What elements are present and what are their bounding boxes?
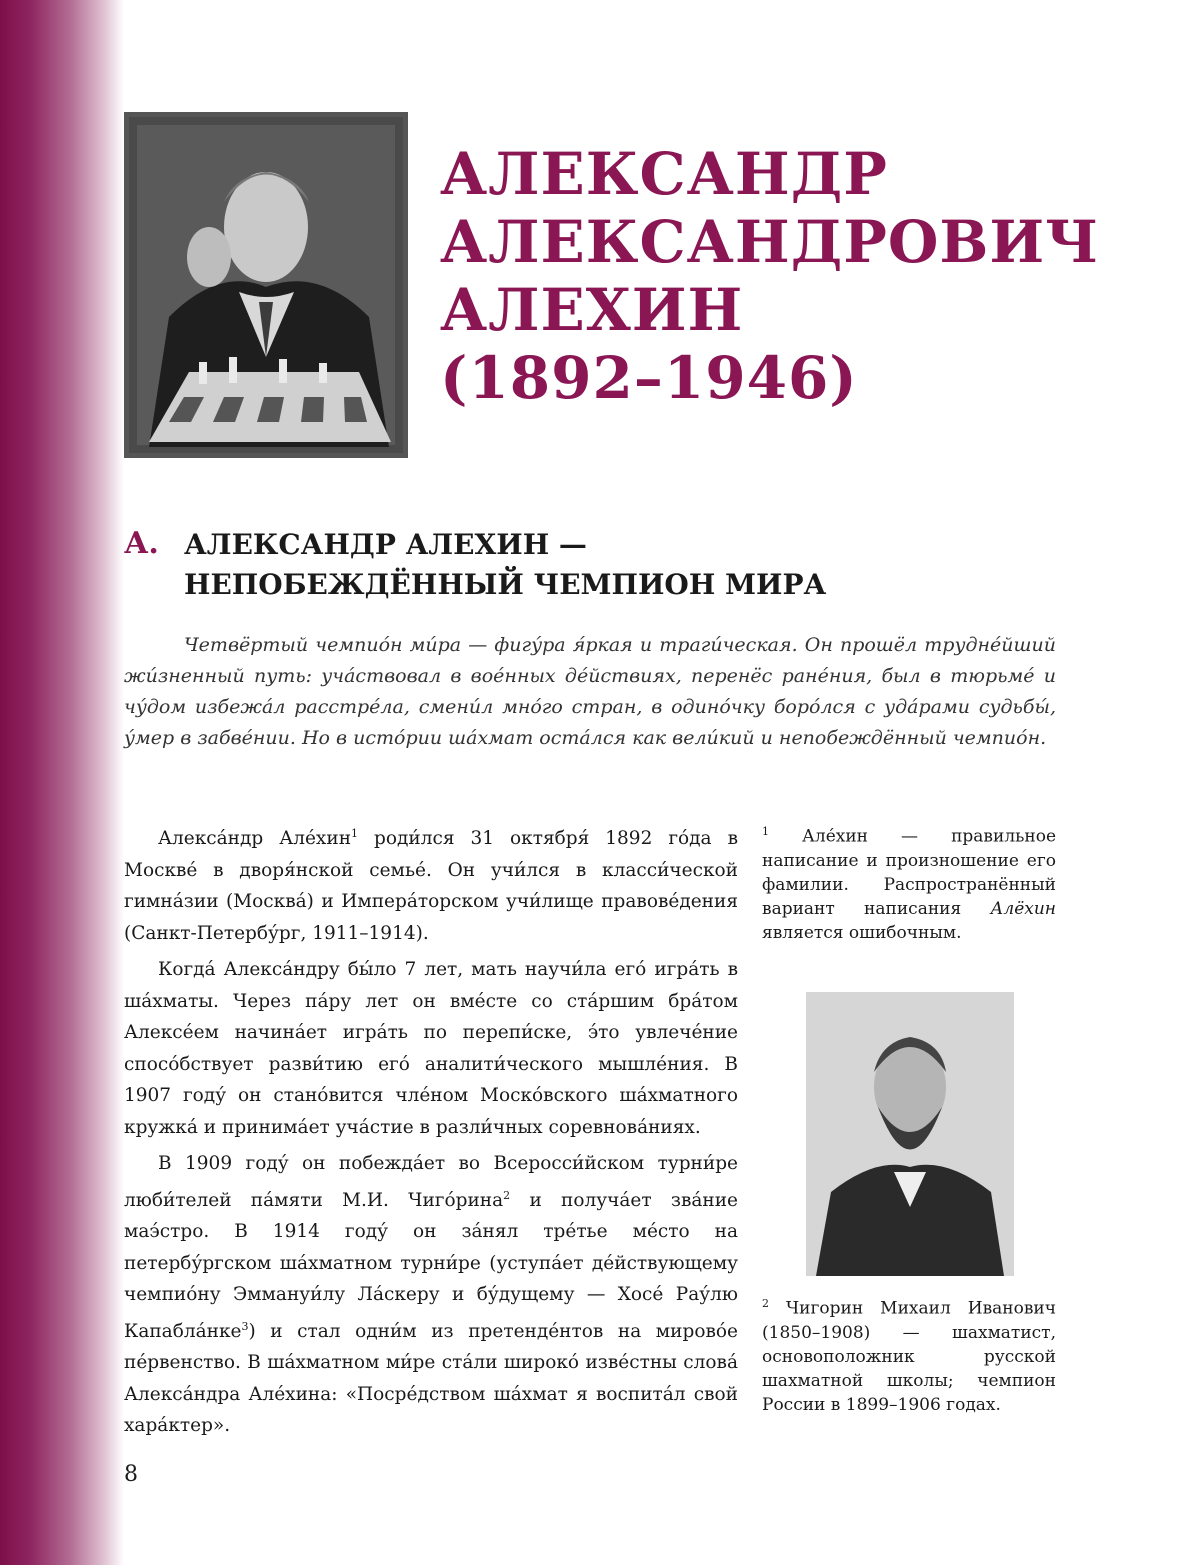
body-p1-start: Алекса́ндр Але́хин — [158, 828, 352, 850]
footnote-2-text: Чигорин Михаил Иванович (1850–1908) — шахматист, основоположник русской шахматной школы; чемпион России в 1899–1906 годах. — [762, 1298, 1056, 1415]
footnote-2 — [762, 1292, 1056, 1417]
side-color-band — [0, 0, 124, 1565]
body-p3-start: В 1909 году́ он побежда́ет во Всеросси́йском турни́ре люби́телей па́мяти М.И. Чиго́рина — [124, 1153, 738, 1211]
footnote-ref-2: 2 — [503, 1188, 511, 1202]
footnote-ref-1: 1 — [351, 827, 359, 840]
body-paragraph-2: Когда́ Алекса́ндру бы́ло 7 лет, мать научи́ла его́ игра́ть в ша́хматы. Через па́ру лет он вме́сте со ста́ршим бра́том Алексе́ем начина́ет игра́ть по перепи́ске, э́то увлече́ние спосо́бствует разви́тию его́ аналити́ческого мышле́ния. В 1907 году́ он стано́вится чле́ном Моско́вского ша́хматного кружка́ и принима́ет уча́стие в разли́чных соревнова́ниях. — [124, 959, 738, 1138]
alekhine-portrait-image — [124, 112, 408, 458]
body-p3-end: ) и стал одни́м из претенде́нтов на мирово́е пе́рвенство. В ша́хматном ми́ре ста́ли широко́ изве́стны слова́ Алекса́ндра Але́хина: «Посре́дством ша́хмат я воспита́л свой хара́ктер». — [124, 1320, 738, 1437]
footnote-1-text-a: Але́хин — правильное написание и произношение его фамилии. Распространённый вариант написания — [762, 826, 1056, 919]
title-line-4: (1892–1946) — [440, 344, 858, 412]
footnote-1-number: 1 — [762, 825, 769, 838]
footnote-1-italic: Алёхин — [990, 898, 1056, 919]
title-line-2: АЛЕКСАНДРОВИЧ — [440, 208, 1100, 276]
intro-paragraph: Четвёртый чемпио́н ми́ра — фигу́ра я́ркая и траги́ческая. Он прошёл трудне́йший жи́зненный путь: уча́ствовал в вое́нных де́йствиях, перенёс ране́ния, был в тюрьме́ и чу́дом избежа́л расстре́ла, смени́л мно́го стран, в одино́чку боро́лся с уда́рами судьбы́, у́мер в забве́нии. Но в исто́рии ша́хмат оста́лся как вели́кий и непобеждённый чемпио́н. — [124, 634, 1056, 749]
title-line-1: АЛЕКСАНДР — [440, 140, 888, 208]
title-line-3: АЛЕХИН — [440, 276, 744, 344]
footnote-1-text-b: является ошибочным. — [762, 922, 962, 943]
body-p3-middle: и получа́ет зва́ние маэ́стро. В 1914 году́ он за́нял тре́тье ме́сто на петербу́ргском ша́хматном турни́ре (уступа́ет де́йствующему чемпио́ну Эммануи́лу Ла́скеру и бу́дущему — Хосе́ Рау́лю Капабла́нке — [124, 1189, 739, 1342]
section-letter: А. — [124, 526, 159, 561]
body-paragraph-1 — [124, 818, 738, 949]
section-heading-line-1: АЛЕКСАНДР АЛЕХИН — — [184, 528, 587, 561]
body-paragraph-3 — [124, 1148, 738, 1442]
footnote-2-number: 2 — [762, 1297, 769, 1310]
body-p1-rest: роди́лся 31 октября́ 1892 го́да в Москве́ в дворя́нской семье́. Он учи́лся в класси́ческой гимна́зии (Москва́) и Импера́торском учи́лище правове́дения (Санкт-Петербу́рг, 1911–1914). — [124, 828, 738, 944]
section-heading — [184, 525, 1084, 605]
chigorin-portrait-image — [806, 992, 1014, 1276]
footnote-ref-3: 3 — [241, 1319, 249, 1333]
footnote-1 — [762, 820, 1056, 945]
main-text-column — [124, 818, 738, 1447]
section-heading-line-2: НЕПОБЕЖДЁННЫЙ ЧЕМПИОН МИРА — [184, 568, 827, 601]
page-title — [440, 140, 1140, 412]
page-number: 8 — [124, 1462, 138, 1487]
